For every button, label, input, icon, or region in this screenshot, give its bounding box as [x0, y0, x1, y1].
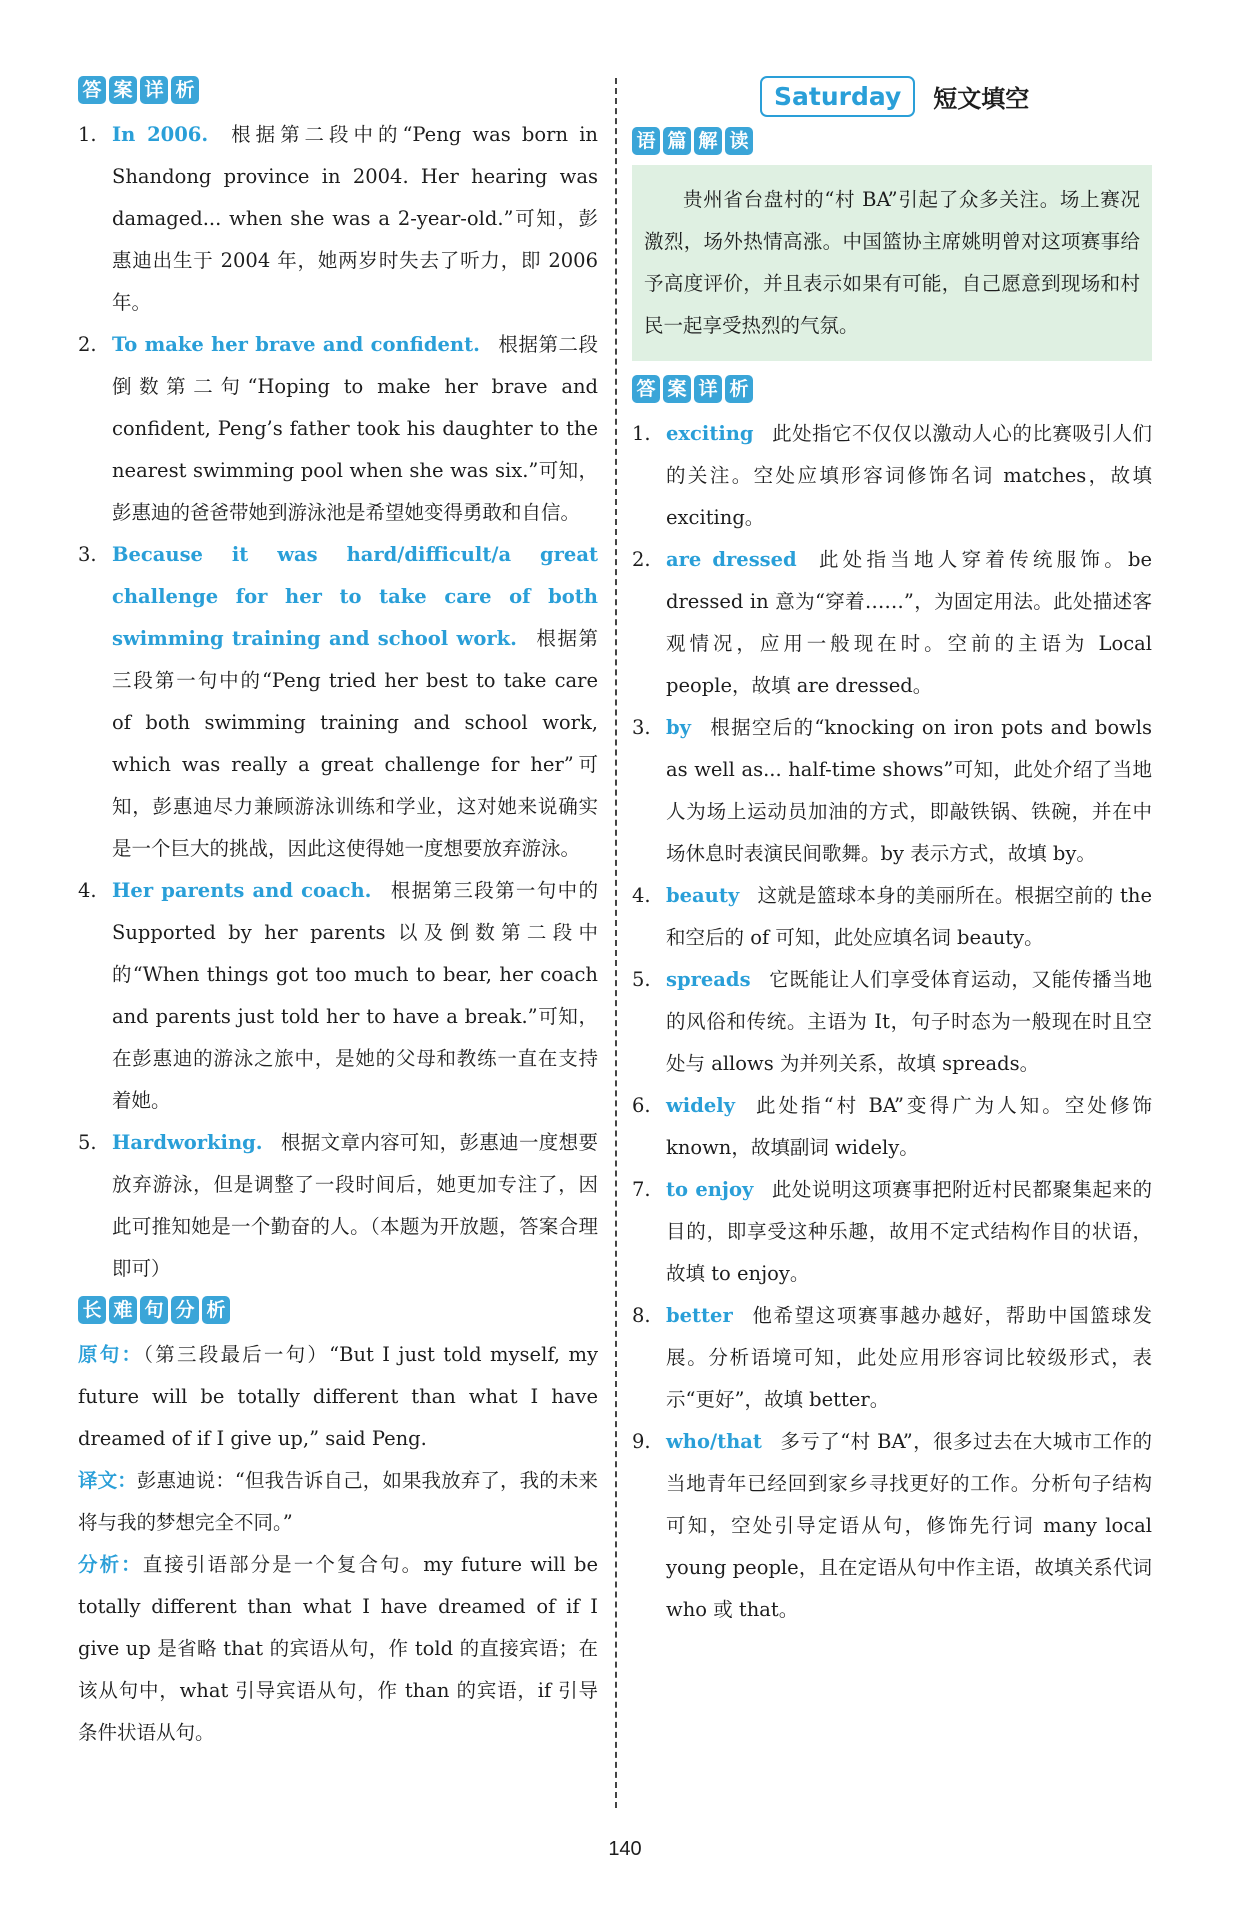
- day-header: [760, 76, 1152, 117]
- answer-key: are dressed: [666, 548, 797, 571]
- translation-text: 彭惠迪说：“但我告诉自己，如果我放弃了，我的未来将与我的梦想完全不同。”: [78, 1469, 598, 1534]
- answer-key: who/that: [666, 1430, 762, 1453]
- heading-char: 答: [78, 76, 106, 104]
- answer-number: 4.: [632, 884, 651, 907]
- heading-char: 分: [171, 1296, 199, 1324]
- answers-heading: [632, 375, 1152, 403]
- original-label: 原句：: [78, 1343, 144, 1366]
- answer-item: [632, 413, 1152, 539]
- answer-item: [78, 534, 598, 870]
- answer-item: [78, 324, 598, 534]
- right-column: [632, 70, 1152, 1631]
- page-number: 140: [608, 1838, 642, 1860]
- answer-number: 3.: [632, 716, 651, 739]
- heading-char: 难: [109, 1296, 137, 1324]
- answer-number: 2.: [78, 333, 97, 356]
- answer-explanation: 根据空后的“knocking on iron pots and bowls as well as... half-time shows”可知，此处介绍了当地人为场上运动员加油的方式，即敲铁锅、铁碗，并在中场休息时表演民间歌舞。by 表示方式，故填 by。: [666, 716, 1152, 865]
- day-tag: Saturday: [760, 76, 915, 117]
- answer-item: [632, 1421, 1152, 1631]
- answer-explanation: 他希望这项赛事越办越好，帮助中国篮球发展。分析语境可知，此处应用形容词比较级形式，表示“更好”，故填 better。: [666, 1304, 1152, 1411]
- heading-char: 析: [202, 1296, 230, 1324]
- answer-explanation: 根据第三段第一句中的 Supported by her parents 以及倒数第二段中的“When things got too much to bear, her coach and parents just told her to have a break.”可知，在彭惠迪的游泳之旅中，是她的父母和教练一直在支持着她。: [112, 879, 598, 1112]
- day-title: 短文填空: [933, 85, 1030, 113]
- heading-char: 析: [171, 76, 199, 104]
- answer-explanation: 多亏了“村 BA”，很多过去在大城市工作的当地青年已经回到家乡寻找更好的工作。分析句子结构可知，空处引导定语从句，修饰先行词 many local young people，且在定语从句中作主语，故填关系代词 who 或 that。: [666, 1430, 1152, 1621]
- answer-key: Hardworking.: [112, 1131, 263, 1154]
- answer-key: better: [666, 1304, 733, 1327]
- answer-number: 1.: [78, 123, 97, 146]
- answer-key: widely: [666, 1094, 735, 1117]
- analysis: [78, 1544, 598, 1754]
- reading-summary: 贵州省台盘村的“村 BA”引起了众多关注。场上赛况激烈，场外热情高涨。中国篮协主席姚明曾对这项赛事给予高度评价，并且表示如果有可能，自己愿意到现场和村民一起享受热烈的气氛。: [632, 165, 1152, 361]
- original-sentence: [78, 1334, 598, 1460]
- answer-key: To make her brave and confident.: [112, 333, 480, 356]
- answer-explanation: 此处指它不仅仅以激动人心的比赛吸引人们的关注。空处应填形容词修饰名词 matches，故填 exciting。: [666, 422, 1152, 529]
- translation: [78, 1460, 598, 1544]
- answer-number: 3.: [78, 543, 97, 566]
- heading-char: 详: [694, 375, 722, 403]
- heading-char: 长: [78, 1296, 106, 1324]
- answer-item: [632, 539, 1152, 707]
- answer-number: 2.: [632, 548, 651, 571]
- answer-explanation: 这就是篮球本身的美丽所在。根据空前的 the 和空后的 of 可知，此处应填名词 beauty。: [666, 884, 1152, 949]
- answer-item: [632, 1295, 1152, 1421]
- answer-number: 5.: [78, 1131, 97, 1154]
- answer-key: Her parents and coach.: [112, 879, 372, 902]
- heading-char: 解: [694, 127, 722, 155]
- original-text: （第三段最后一句）“But I just told myself, my future will be totally different than what I have dreamed of if I give up,” said Peng.: [78, 1343, 598, 1450]
- translation-label: 译文：: [78, 1469, 137, 1492]
- answer-key: by: [666, 716, 691, 739]
- answer-explanation: 此处指“村 BA”变得广为人知。空处修饰 known，故填副词 widely。: [666, 1094, 1152, 1159]
- heading-char: 详: [140, 76, 168, 104]
- heading-char: 句: [140, 1296, 168, 1324]
- answer-key: spreads: [666, 968, 751, 991]
- sentence-analysis: [78, 1334, 598, 1754]
- sentence-analysis-heading: [78, 1296, 598, 1324]
- answer-explanation: 根据文章内容可知，彭惠迪一度想要放弃游泳，但是调整了一段时间后，她更加专注了，因此可推知她是一个勤奋的人。（本题为开放题，答案合理即可）: [112, 1131, 598, 1280]
- answer-key: In 2006.: [112, 123, 209, 146]
- answer-list: [632, 413, 1152, 1631]
- answer-key: beauty: [666, 884, 740, 907]
- answer-item: [632, 707, 1152, 875]
- column-divider: [615, 78, 617, 1808]
- answer-item: [78, 870, 598, 1122]
- answer-item: [632, 875, 1152, 959]
- heading-char: 语: [632, 127, 660, 155]
- answer-item: [632, 1085, 1152, 1169]
- heading-char: 案: [109, 76, 137, 104]
- answer-explanation: 它既能让人们享受体育运动，又能传播当地的风俗和传统。主语为 It，句子时态为一般现在时且空处与 allows 为并列关系，故填 spreads。: [666, 968, 1152, 1075]
- answer-number: 9.: [632, 1430, 651, 1453]
- answer-number: 7.: [632, 1178, 651, 1201]
- answer-explanation: 根据第三段第一句中的“Peng tried her best to take care of both swimming training and school work, which was really a great challenge for her”可知，彭惠迪尽力兼顾游泳训练和学业，这对她来说确实是一个巨大的挑战，因此这使得她一度想要放弃游泳。: [112, 627, 598, 860]
- answer-list: [78, 114, 598, 1290]
- heading-char: 篇: [663, 127, 691, 155]
- answer-explanation: 根据第二段倒数第二句“Hoping to make her brave and confident, Peng’s father took his daughter to the nearest swimming pool when she was six.”可知，彭惠迪的爸爸带她到游泳池是希望她变得勇敢和自信。: [112, 333, 598, 524]
- answer-number: 4.: [78, 879, 97, 902]
- answer-number: 6.: [632, 1094, 651, 1117]
- analysis-label: 分析：: [78, 1553, 143, 1576]
- answer-item: [632, 1169, 1152, 1295]
- answer-item: [78, 1122, 598, 1290]
- answer-key: Because it was hard/difficult/a great challenge for her to take care of both swimming training and school work.: [112, 543, 598, 650]
- answer-key: to enjoy: [666, 1178, 754, 1201]
- answer-item: [632, 959, 1152, 1085]
- heading-char: 读: [725, 127, 753, 155]
- analysis-text: 直接引语部分是一个复合句。my future will be totally different than what I have dreamed of if I give up 是省略 that 的宾语从句，作 told 的直接宾语；在该从句中，what 引导宾语从句，作 than 的宾语，if 引导条件状语从句。: [78, 1553, 598, 1744]
- answer-explanation: 此处指当地人穿着传统服饰。be dressed in 意为“穿着……”，为固定用法。此处描述客观情况，应用一般现在时。空前的主语为 Local people，故填 are dressed。: [666, 548, 1152, 697]
- answer-number: 1.: [632, 422, 651, 445]
- answer-explanation: 根据第二段中的“Peng was born in Shandong province in 2004. Her hearing was damaged... when she was a 2-year-old.”可知，彭惠迪出生于 2004 年，她两岁时失去了听力，即 2006 年。: [112, 123, 598, 314]
- answers-heading: [78, 76, 598, 104]
- answer-item: [78, 114, 598, 324]
- answer-number: 5.: [632, 968, 651, 991]
- heading-char: 析: [725, 375, 753, 403]
- heading-char: 答: [632, 375, 660, 403]
- reading-heading: [632, 127, 1152, 155]
- left-column: [78, 70, 598, 1754]
- answer-key: exciting: [666, 422, 754, 445]
- answer-explanation: 此处说明这项赛事把附近村民都聚集起来的目的，即享受这种乐趣，故用不定式结构作目的状语，故填 to enjoy。: [666, 1178, 1152, 1285]
- heading-char: 案: [663, 375, 691, 403]
- answer-number: 8.: [632, 1304, 651, 1327]
